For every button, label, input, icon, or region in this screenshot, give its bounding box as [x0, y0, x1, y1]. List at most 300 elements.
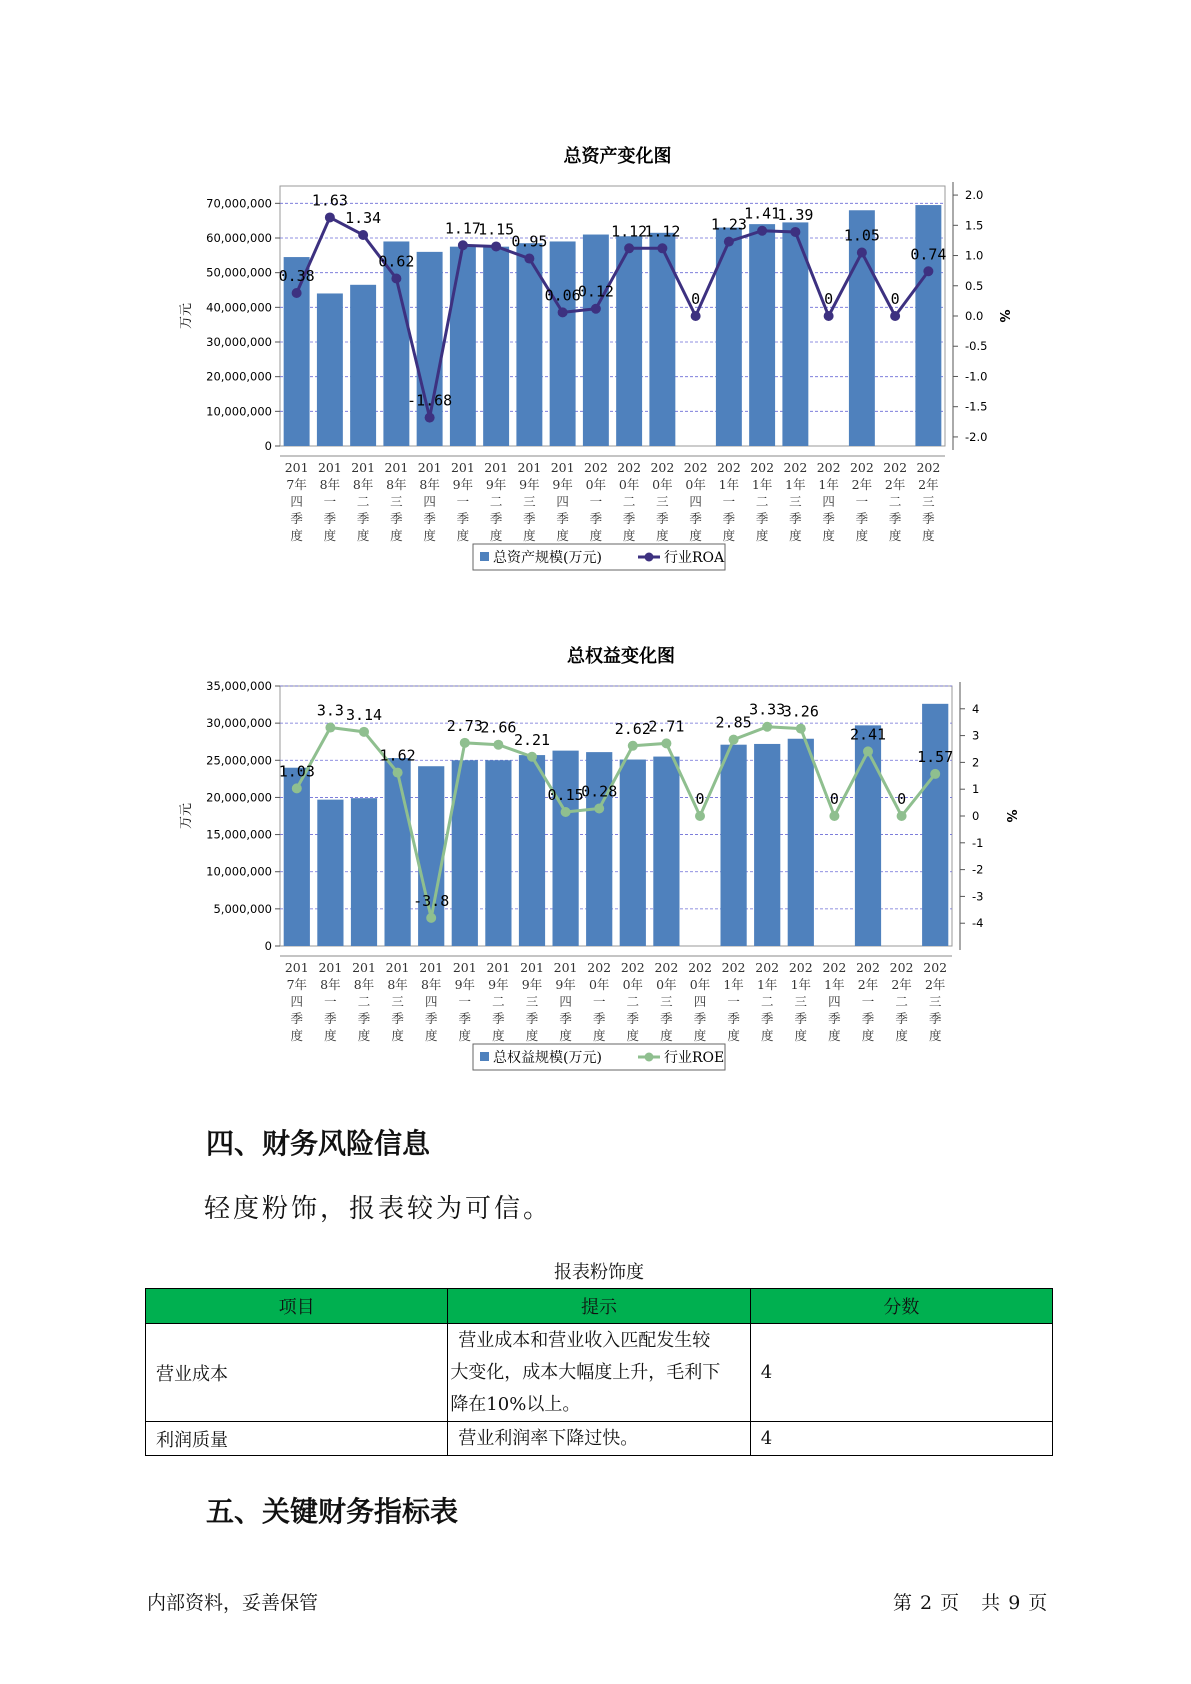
- x-tick-label: 9年: [519, 477, 540, 492]
- table-row: [146, 1422, 1053, 1456]
- x-tick-label: 一: [592, 994, 606, 1009]
- x-tick-label: 9年: [521, 977, 543, 992]
- bar: [317, 800, 343, 946]
- x-tick-label: 季: [855, 511, 869, 526]
- x-tick-label: 7年: [286, 477, 307, 492]
- row-score: 4: [750, 1324, 1052, 1422]
- x-tick-label: 8年: [420, 977, 442, 992]
- data-label: 1.12: [644, 222, 681, 241]
- row-item: 营业成本: [146, 1324, 448, 1422]
- line-point: [558, 307, 568, 317]
- x-tick-label: 四: [828, 994, 841, 1009]
- x-tick-label: 四: [559, 994, 572, 1009]
- data-label: 0: [824, 290, 834, 308]
- data-label: 0.12: [577, 282, 614, 301]
- x-tick-label: 9年: [488, 977, 509, 992]
- line-point: [863, 746, 873, 756]
- data-label: 2.21: [513, 730, 551, 749]
- x-tick-label: 一: [456, 494, 470, 509]
- footer-page-number: [893, 1588, 1055, 1615]
- x-tick-label: 0年: [656, 977, 677, 992]
- x-tick-label: 度: [693, 1028, 707, 1043]
- line-point: [790, 227, 800, 237]
- x-tick-label: 8年: [386, 477, 407, 492]
- x-tick-label: 二: [755, 494, 769, 509]
- x-tick-label: 8年: [419, 477, 440, 492]
- line-point: [391, 274, 401, 284]
- line-point: [491, 241, 501, 251]
- x-tick-label: 2年: [918, 477, 939, 492]
- bar: [749, 224, 775, 446]
- line-point: [691, 311, 701, 321]
- data-label: 1.34: [345, 208, 382, 227]
- line-point: [561, 807, 571, 817]
- x-tick-label: 季: [660, 1011, 673, 1026]
- x-tick-label: 201: [385, 960, 410, 975]
- y2-tick-label: -2: [972, 862, 984, 877]
- x-tick-label: 度: [356, 528, 370, 543]
- x-tick-label: 202: [583, 460, 608, 475]
- x-tick-label: 1年: [718, 477, 740, 492]
- x-tick-label: 2年: [924, 977, 946, 992]
- data-label: -1.68: [407, 391, 453, 410]
- x-tick-label: 二: [895, 994, 908, 1009]
- x-tick-label: 度: [861, 1028, 875, 1043]
- x-tick-label: 202: [650, 460, 675, 475]
- y2-tick-label: -2.0: [965, 429, 988, 444]
- x-tick-label: 季: [556, 511, 569, 526]
- x-tick-label: 三: [656, 494, 669, 509]
- data-label: 0.28: [581, 782, 618, 801]
- x-tick-label: 度: [727, 1028, 740, 1043]
- x-tick-label: 202: [822, 960, 847, 975]
- x-tick-label: 三: [928, 994, 942, 1009]
- x-tick-label: 度: [626, 1028, 640, 1043]
- line-point: [857, 248, 867, 258]
- page-number: 2: [920, 1592, 933, 1614]
- x-tick-label: 201: [284, 460, 309, 475]
- x-tick-label: 季: [822, 511, 835, 526]
- line-point: [325, 723, 335, 733]
- data-label: 0: [890, 290, 900, 308]
- data-label: 1.63: [311, 191, 348, 210]
- y2-tick-label: -1.5: [965, 399, 988, 414]
- risk-table: [145, 1288, 1053, 1456]
- table-caption: 报表粉饰度: [554, 1262, 644, 1283]
- x-tick-label: 季: [794, 1011, 808, 1026]
- x-tick-label: 度: [290, 528, 303, 543]
- x-tick-label: 季: [492, 1011, 505, 1026]
- x-tick-label: 二: [492, 994, 505, 1009]
- x-tick-label: 9年: [485, 477, 507, 492]
- x-tick-label: 二: [888, 494, 902, 509]
- bar: [485, 760, 511, 946]
- x-tick-label: 季: [391, 1011, 404, 1026]
- x-tick-label: 0年: [622, 977, 644, 992]
- bar: [922, 704, 948, 946]
- x-tick-label: 季: [323, 511, 337, 526]
- x-tick-label: 一: [323, 494, 337, 509]
- y-tick-label: 40,000,000: [206, 300, 272, 315]
- x-tick-label: 三: [391, 994, 404, 1009]
- x-tick-label: 三: [789, 494, 802, 509]
- x-tick-label: 201: [417, 460, 442, 475]
- x-tick-label: 一: [727, 994, 740, 1009]
- line-point: [897, 811, 907, 821]
- x-tick-label: 季: [559, 1011, 572, 1026]
- line-point: [594, 803, 604, 813]
- y-tick-label: 0: [264, 439, 272, 453]
- x-tick-label: 202: [788, 960, 813, 975]
- data-label: 1.23: [710, 215, 747, 234]
- x-tick-label: 季: [689, 511, 702, 526]
- x-tick-label: 1年: [790, 977, 812, 992]
- x-tick-label: 202: [856, 960, 880, 975]
- x-tick-label: 度: [592, 1028, 606, 1043]
- row-score: 4: [750, 1422, 1052, 1456]
- y-tick-label: 10,000,000: [206, 404, 272, 419]
- y2-tick-label: 4: [972, 701, 980, 716]
- risk-table-header-row: [146, 1289, 1053, 1324]
- y2-tick-label: -3: [972, 889, 984, 904]
- y-tick-label: 25,000,000: [206, 753, 272, 768]
- x-tick-label: 202: [755, 960, 780, 975]
- line-point: [458, 240, 468, 250]
- x-tick-label: 2年: [891, 977, 912, 992]
- x-tick-label: 201: [520, 960, 544, 975]
- data-label: 3.26: [782, 702, 819, 721]
- bar: [915, 205, 941, 446]
- line-point: [796, 724, 806, 734]
- line-point: [724, 237, 734, 247]
- line-point: [325, 212, 335, 222]
- x-tick-label: 9年: [454, 977, 476, 992]
- x-tick-label: 度: [523, 528, 536, 543]
- y2-tick-label: 1: [972, 782, 980, 797]
- hint-line: 降在10%以上。: [450, 1393, 581, 1415]
- x-tick-label: 201: [553, 960, 578, 975]
- x-tick-label: 201: [284, 960, 309, 975]
- row-hint: [448, 1324, 750, 1422]
- data-label: 2.71: [648, 717, 685, 736]
- x-tick-label: 季: [622, 511, 636, 526]
- line-point: [829, 811, 839, 821]
- data-label: 0: [691, 290, 701, 308]
- x-tick-label: 四: [693, 994, 707, 1009]
- section-heading-key-indicators: 五、关键财务指标表: [206, 1495, 459, 1528]
- y2-tick-label: 1.0: [965, 248, 984, 263]
- data-label: 1.39: [777, 205, 814, 224]
- bar: [620, 760, 646, 946]
- line-point: [757, 226, 767, 236]
- bar: [754, 744, 780, 946]
- y2-tick-label: -0.5: [965, 339, 988, 354]
- x-tick-label: 0年: [618, 477, 640, 492]
- header-item: 项目: [146, 1289, 448, 1324]
- x-tick-label: 季: [760, 1011, 774, 1026]
- legend-label-line: 行业ROA: [664, 550, 725, 566]
- x-tick-label: 7年: [286, 977, 308, 992]
- data-label: 3.3: [316, 701, 344, 720]
- x-tick-label: 四: [556, 494, 569, 509]
- x-tick-label: 度: [722, 528, 736, 543]
- x-tick-label: 度: [689, 528, 702, 543]
- data-label: 1.05: [843, 226, 880, 245]
- x-tick-label: 季: [390, 511, 403, 526]
- x-tick-label: 201: [550, 460, 575, 475]
- bar: [284, 257, 310, 446]
- x-tick-label: 二: [357, 994, 371, 1009]
- x-tick-label: 201: [351, 460, 376, 475]
- x-tick-label: 季: [895, 1011, 908, 1026]
- hint-line: 营业成本和营业收入匹配发生较: [458, 1329, 711, 1351]
- x-tick-label: 四: [424, 994, 438, 1009]
- y-tick-label: 60,000,000: [206, 231, 272, 245]
- x-tick-label: 8年: [352, 477, 374, 492]
- x-tick-label: 度: [489, 528, 503, 543]
- x-tick-label: 度: [755, 528, 769, 543]
- data-label: 1.03: [278, 762, 315, 781]
- x-tick-label: 201: [486, 960, 511, 975]
- data-label: 2.41: [849, 725, 887, 744]
- x-tick-label: 度: [895, 1028, 908, 1043]
- x-tick-label: 202: [721, 960, 746, 975]
- x-tick-label: 季: [828, 1011, 841, 1026]
- x-tick-label: 1年: [756, 977, 778, 992]
- line-point: [923, 266, 933, 276]
- x-tick-label: 度: [660, 1028, 673, 1043]
- x-tick-label: 季: [456, 511, 470, 526]
- x-tick-label: 季: [693, 1011, 707, 1026]
- x-tick-label: 度: [290, 1028, 304, 1043]
- x-tick-label: 202: [849, 460, 874, 475]
- line-point: [890, 311, 900, 321]
- y-tick-label: 20,000,000: [206, 369, 272, 384]
- line-point: [695, 811, 705, 821]
- x-tick-label: 201: [517, 460, 542, 475]
- x-tick-label: 2年: [884, 477, 906, 492]
- x-tick-label: 201: [318, 960, 343, 975]
- x-tick-label: 度: [589, 528, 603, 543]
- y2-tick-label: -1: [972, 835, 984, 850]
- x-tick-label: 一: [861, 994, 875, 1009]
- x-tick-label: 1年: [818, 477, 839, 492]
- x-tick-label: 度: [656, 528, 669, 543]
- x-tick-label: 度: [622, 528, 636, 543]
- x-tick-label: 202: [716, 460, 741, 475]
- y2-tick-label: -1.0: [965, 369, 988, 384]
- x-tick-label: 季: [589, 511, 603, 526]
- line-point: [460, 738, 470, 748]
- x-tick-label: 0年: [585, 477, 607, 492]
- data-label: 2.85: [715, 713, 752, 732]
- x-tick-label: 0年: [588, 977, 610, 992]
- x-tick-label: 202: [889, 960, 914, 975]
- chart-total-assets-svg: [0, 0, 1191, 600]
- x-tick-label: 202: [816, 460, 841, 475]
- x-tick-label: 0年: [652, 477, 673, 492]
- x-tick-label: 度: [324, 1028, 337, 1043]
- y-tick-label: 5,000,000: [213, 901, 272, 916]
- x-tick-label: 度: [456, 528, 470, 543]
- line-point: [359, 727, 369, 737]
- bar: [849, 210, 875, 446]
- y2-tick-label: 2: [972, 755, 980, 770]
- chart-title: 总权益变化图: [567, 646, 675, 667]
- line-point: [292, 288, 302, 298]
- y-tick-label: 50,000,000: [206, 265, 272, 280]
- bar: [583, 235, 609, 446]
- bar: [586, 752, 612, 946]
- table-row: [146, 1324, 1053, 1422]
- x-tick-label: 201: [384, 460, 409, 475]
- bar: [653, 757, 679, 946]
- y-axis-label: 万元: [179, 802, 194, 830]
- x-tick-label: 一: [458, 994, 472, 1009]
- x-tick-label: 度: [855, 528, 869, 543]
- x-tick-label: 201: [484, 460, 509, 475]
- x-tick-label: 202: [620, 960, 645, 975]
- bar: [284, 768, 310, 946]
- x-tick-label: 1年: [751, 477, 773, 492]
- x-tick-label: 季: [861, 1011, 875, 1026]
- page-prefix: 第: [893, 1592, 913, 1614]
- x-tick-label: 季: [592, 1011, 606, 1026]
- x-tick-label: 度: [357, 1028, 371, 1043]
- data-label: 2.62: [614, 719, 651, 738]
- x-tick-label: 度: [323, 528, 337, 543]
- x-tick-label: 四: [290, 994, 304, 1009]
- y2-tick-label: -4: [972, 916, 984, 931]
- x-tick-label: 季: [523, 511, 536, 526]
- x-tick-label: 三: [922, 494, 935, 509]
- x-tick-label: 季: [357, 1011, 371, 1026]
- x-tick-label: 1年: [785, 477, 806, 492]
- line-point: [762, 722, 772, 732]
- x-tick-label: 二: [622, 494, 636, 509]
- footer-confidential: 内部资料，妥善保管: [147, 1592, 319, 1614]
- line-point: [930, 769, 940, 779]
- x-tick-label: 度: [828, 1028, 841, 1043]
- x-tick-label: 度: [390, 528, 403, 543]
- x-tick-label: 三: [390, 494, 403, 509]
- x-tick-label: 三: [794, 994, 808, 1009]
- x-tick-label: 度: [492, 1028, 505, 1043]
- x-tick-label: 三: [660, 994, 673, 1009]
- section-heading-financial-risk: 四、财务风险信息: [206, 1127, 431, 1160]
- chart-total-equity-svg: [0, 600, 1191, 1100]
- x-tick-label: 一: [589, 494, 603, 509]
- x-tick-label: 202: [923, 960, 948, 975]
- line-point: [527, 752, 537, 762]
- x-tick-label: 度: [794, 1028, 808, 1043]
- x-tick-label: 201: [317, 460, 342, 475]
- x-tick-label: 度: [888, 528, 902, 543]
- x-tick-label: 一: [324, 994, 337, 1009]
- y-tick-label: 20,000,000: [206, 790, 272, 805]
- data-label: 0.38: [278, 267, 315, 286]
- total-prefix: 共: [981, 1592, 1001, 1614]
- hint-line: 大变化，成本大幅度上升，毛利下: [450, 1361, 721, 1383]
- total-number: 9: [1008, 1592, 1021, 1614]
- x-tick-label: 202: [750, 460, 775, 475]
- x-tick-label: 二: [626, 994, 640, 1009]
- bar: [788, 739, 814, 946]
- x-tick-label: 0年: [685, 477, 706, 492]
- legend-swatch-point: [645, 553, 654, 562]
- bar: [519, 755, 545, 946]
- x-tick-label: 季: [656, 511, 669, 526]
- line-point: [493, 740, 503, 750]
- bar: [384, 758, 410, 946]
- x-tick-label: 度: [424, 1028, 438, 1043]
- line-point: [591, 304, 601, 314]
- data-label: 0: [829, 790, 839, 808]
- x-tick-label: 季: [290, 511, 303, 526]
- x-tick-label: 1年: [824, 977, 845, 992]
- x-tick-label: 1年: [723, 977, 744, 992]
- x-tick-label: 二: [356, 494, 370, 509]
- x-tick-label: 度: [822, 528, 835, 543]
- x-tick-label: 度: [922, 528, 935, 543]
- x-tick-label: 季: [928, 1011, 942, 1026]
- x-tick-label: 202: [916, 460, 941, 475]
- x-tick-label: 201: [452, 960, 477, 975]
- x-tick-label: 度: [789, 528, 802, 543]
- y-tick-label: 10,000,000: [206, 864, 272, 879]
- x-tick-label: 季: [489, 511, 503, 526]
- line-point: [628, 741, 638, 751]
- y-tick-label: 30,000,000: [206, 335, 272, 349]
- data-label: 0: [695, 790, 705, 808]
- x-tick-label: 季: [755, 511, 769, 526]
- hint-line: 营业利润率下降过快。: [458, 1427, 639, 1449]
- row-item: 利润质量: [146, 1422, 448, 1456]
- x-tick-label: 0年: [689, 977, 711, 992]
- x-tick-label: 度: [559, 1028, 572, 1043]
- total-suffix: 页: [1028, 1592, 1048, 1614]
- y2-axis-label: %: [1003, 809, 1018, 823]
- x-tick-label: 度: [928, 1028, 942, 1043]
- line-point: [661, 738, 671, 748]
- legend-swatch-bar: [480, 552, 489, 561]
- y-tick-label: 70,000,000: [206, 196, 272, 211]
- y2-axis-label: %: [996, 309, 1011, 323]
- line-point: [358, 230, 368, 240]
- data-label: 0.06: [544, 286, 581, 305]
- legend-swatch-point: [645, 1053, 654, 1062]
- x-tick-label: 2年: [857, 977, 879, 992]
- x-tick-label: 度: [556, 528, 569, 543]
- line-point: [393, 768, 403, 778]
- x-tick-label: 季: [525, 1011, 539, 1026]
- line-point: [729, 735, 739, 745]
- data-label: 0.74: [910, 245, 947, 264]
- x-tick-label: 8年: [387, 977, 408, 992]
- x-tick-label: 季: [922, 511, 935, 526]
- x-tick-label: 201: [419, 960, 444, 975]
- x-tick-label: 四: [423, 494, 436, 509]
- x-tick-label: 201: [450, 460, 475, 475]
- bar: [450, 247, 476, 446]
- x-tick-label: 9年: [452, 477, 474, 492]
- x-tick-label: 季: [356, 511, 370, 526]
- y-tick-label: 30,000,000: [206, 716, 272, 731]
- y2-tick-label: 2.0: [965, 188, 984, 203]
- data-label: 2.73: [446, 716, 483, 735]
- header-hint: 提示: [448, 1289, 750, 1324]
- x-tick-label: 8年: [320, 977, 341, 992]
